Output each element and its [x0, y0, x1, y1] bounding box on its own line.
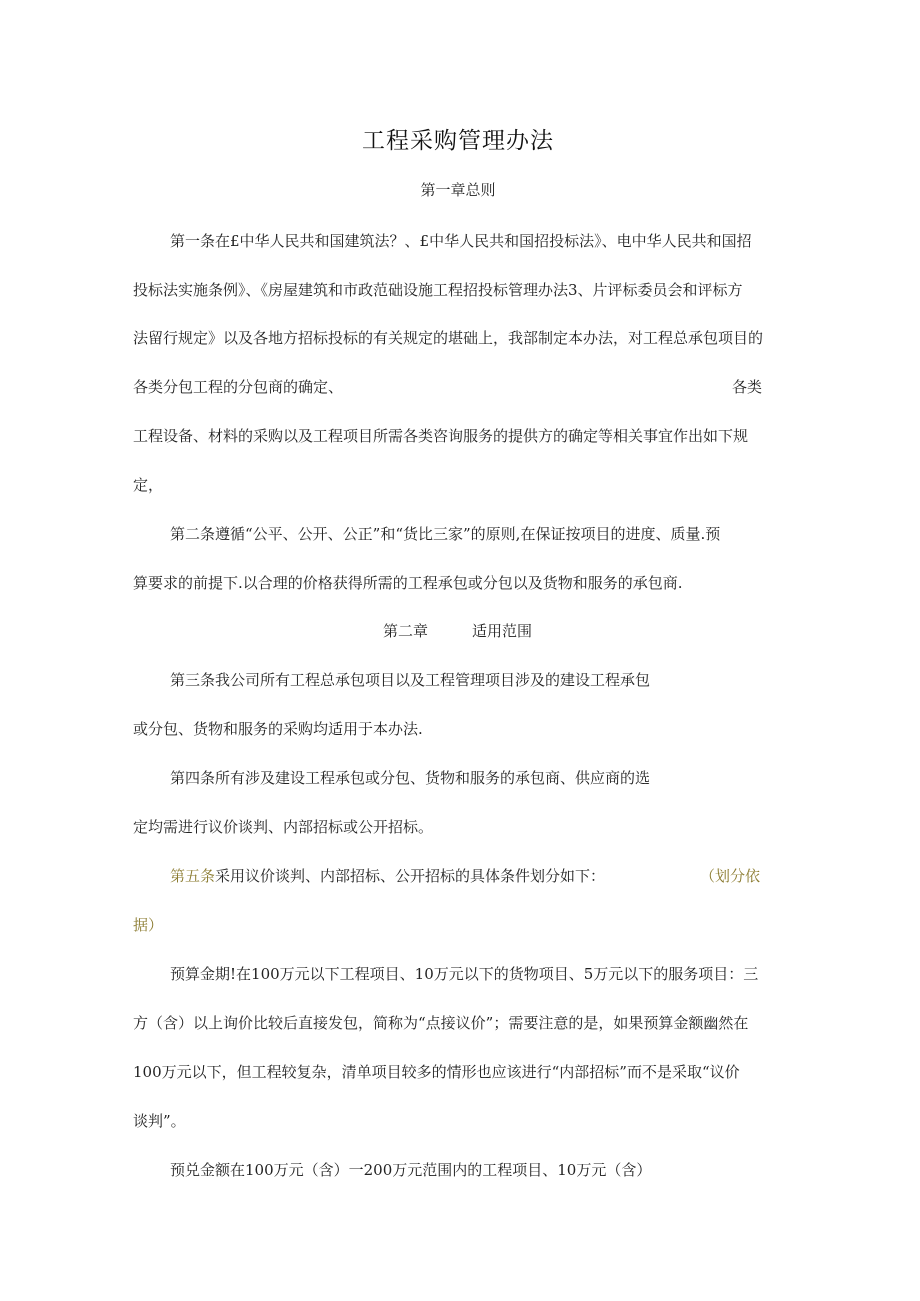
article-1-line-4b: 各类: [732, 378, 763, 396]
article-4-line-2: 定均需进行议价谈判、内部招标或公开招标。: [133, 818, 434, 836]
paragraph-2-line-1: 预兑金额在100万元（含）一200万元范围内的工程项目、10万元（含）: [170, 1161, 652, 1179]
chapter-2-number: 第二章: [383, 622, 429, 640]
article-1-line-6: 定，: [133, 476, 164, 494]
article-5-label: 第五条: [170, 867, 216, 885]
article-1-line-2: 投标法实施条例》、《房屋建筑和市政范础设施工程招投标管理办法3、片评标委员会和评标方: [133, 281, 743, 299]
article-1-line-5: 工程设备、材料的采购以及工程项目所需各类咨询服务的提供方的确定等相关事宜作出如下规: [133, 427, 749, 445]
article-5-line-1: [170, 866, 605, 886]
article-3-line-1: 第三条我公司所有工程总承包项目以及工程管理项目涉及的建设工程承包: [170, 671, 651, 689]
article-5-note-b: 据）: [133, 916, 164, 934]
article-1-line-1: 第一条在£中华人民共和国建筑法？、£中华人民共和国招投标法》、电中华人民共和国招: [170, 232, 752, 250]
document-title: 工程采购管理办法: [362, 128, 554, 154]
paragraph-1-line-4: 谈判”。: [133, 1112, 186, 1130]
article-2-line-1: 第二条遵循“公平、公开、公正”和“货比三家”的原则,在保证按项目的进度、质量.预: [170, 525, 721, 543]
paragraph-1-line-3: 100万元以下，但工程较复杂，清单项目较多的情形也应该进行“内部招标”而不是采取“议价: [133, 1063, 740, 1081]
chapter-2-name: 适用范围: [472, 622, 533, 640]
article-1-line-4a: 各类分包工程的分包商的确定、: [133, 378, 344, 396]
article-4-line-1: 第四条所有涉及建设工程承包或分包、货物和服务的承包商、供应商的选: [170, 769, 651, 787]
article-5-note-a: （划分依: [700, 867, 761, 885]
chapter-1-heading: 第一章总则: [420, 181, 496, 199]
article-2-line-2: 算要求的前提下.以合理的价格获得所需的工程承包或分包以及货物和服务的承包商.: [133, 574, 683, 592]
article-1-line-3: 法留行规定》以及各地方招标投标的有关规定的堪础上，我部制定本办法，对工程总承包项目的: [133, 329, 764, 347]
article-5-text: 采用议价谈判、内部招标、公开招标的具体条件划分如下：: [215, 867, 606, 885]
article-3-line-2: 或分包、货物和服务的采购均适用于本办法.: [133, 720, 423, 738]
paragraph-1-line-1: 预算金期!在100万元以下工程项目、10万元以下的货物项目、5万元以下的服务项目：三: [170, 965, 759, 983]
paragraph-1-line-2: 方（含）以上询价比较后直接发包，简称为“点接议价”；需要注意的是，如果预算金额幽然在: [133, 1014, 749, 1032]
